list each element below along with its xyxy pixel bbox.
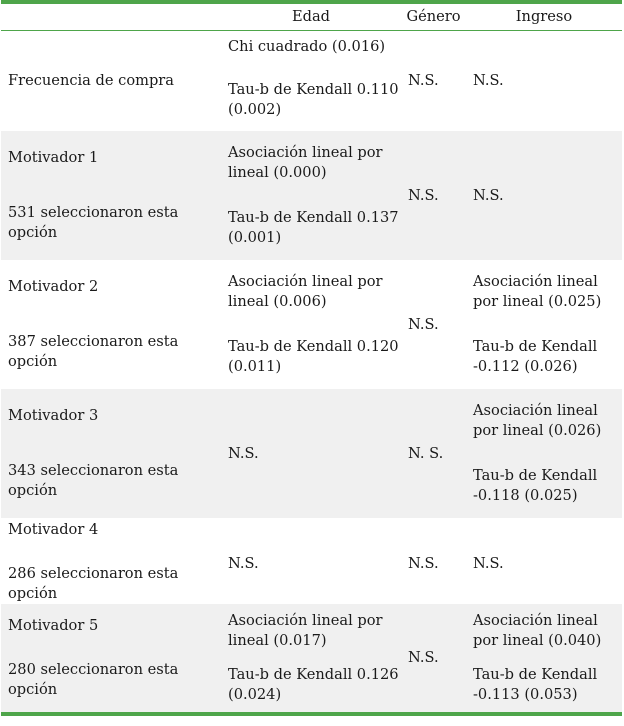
row-label-cell [1, 31, 221, 131]
row-label-cell [1, 260, 221, 389]
ingreso-stat-2: Tau-b de Kendall -0.118 (0.025) [473, 466, 598, 504]
genero-value: N.S. [408, 186, 439, 204]
genero-cell [401, 31, 466, 131]
ingreso-cell [466, 604, 622, 712]
row-label: Motivador 5 [8, 617, 99, 634]
edad-stat-2: Tau-b de Kendall 0.137 (0.001) [228, 208, 399, 246]
genero-value: N. S. [408, 444, 444, 462]
genero-cell [401, 260, 466, 389]
edad-stat-2: Tau-b de Kendall 0.110 (0.002) [228, 80, 399, 118]
ingreso-value: N.S. [473, 186, 504, 204]
row-sublabel: 343 seleccionaron esta opción [8, 461, 179, 499]
table-row-motivador-1 [1, 131, 622, 260]
statistics-table [1, 0, 622, 716]
row-label-cell [1, 604, 221, 712]
edad-value: N.S. [228, 444, 259, 462]
row-sublabel: 531 seleccionaron esta opción [8, 203, 179, 241]
genero-value: N.S. [408, 72, 439, 89]
edad-stat-1: Asociación lineal por lineal (0.006) [228, 273, 383, 311]
row-label: Motivador 4 [8, 521, 99, 538]
bottom-rule [1, 712, 622, 716]
header-ingreso: Ingreso [515, 8, 573, 25]
table-row-motivador-3 [1, 389, 622, 518]
edad-stat-1: Chi cuadrado (0.016) [228, 37, 386, 55]
ingreso-stat-2: Tau-b de Kendall -0.113 (0.053) [473, 666, 598, 703]
row-label: Frecuencia de compra [8, 72, 174, 89]
edad-cell [221, 260, 401, 389]
row-label-cell [1, 518, 221, 604]
genero-value: N.S. [408, 555, 439, 572]
ingreso-cell [466, 518, 622, 604]
edad-stat-2: Tau-b de Kendall 0.120 (0.011) [228, 337, 399, 375]
table-row-motivador-2 [1, 260, 622, 389]
ingreso-cell [466, 260, 622, 389]
edad-stat-1: Asociación lineal por lineal (0.000) [228, 144, 383, 182]
edad-value: N.S. [228, 555, 259, 572]
edad-cell [221, 518, 401, 604]
row-sublabel: 280 seleccionaron esta opción [8, 661, 179, 698]
header-edad: Edad [291, 8, 331, 25]
ingreso-stat-1: Asociación lineal por lineal (0.026) [473, 402, 602, 440]
edad-cell [221, 604, 401, 712]
table-row-motivador-4 [1, 518, 622, 604]
ingreso-stat-1: Asociación lineal por lineal (0.040) [473, 612, 602, 649]
row-sublabel: 286 seleccionaron esta opción [8, 565, 179, 602]
genero-value: N.S. [408, 315, 439, 333]
edad-cell [221, 131, 401, 260]
edad-stat-1: Asociación lineal por lineal (0.017) [228, 612, 383, 649]
edad-cell [221, 389, 401, 518]
table-row-frecuencia [1, 31, 622, 131]
ingreso-cell [466, 31, 622, 131]
row-label: Motivador 1 [8, 149, 99, 167]
header-genero: Género [406, 8, 461, 25]
edad-stat-2: Tau-b de Kendall 0.126 (0.024) [228, 666, 399, 703]
row-label-cell [1, 389, 221, 518]
row-sublabel: 387 seleccionaron esta opción [8, 332, 179, 370]
ingreso-cell [466, 131, 622, 260]
table-row-motivador-5 [1, 604, 622, 712]
genero-cell [401, 389, 466, 518]
genero-value: N.S. [408, 649, 439, 666]
row-label-cell [1, 131, 221, 260]
ingreso-value: N.S. [473, 555, 504, 572]
ingreso-stat-2: Tau-b de Kendall -0.112 (0.026) [473, 337, 598, 375]
genero-cell [401, 604, 466, 712]
edad-cell [221, 31, 401, 131]
row-label: Motivador 2 [8, 278, 99, 296]
genero-cell [401, 518, 466, 604]
genero-cell [401, 131, 466, 260]
ingreso-stat-1: Asociación lineal por lineal (0.025) [473, 273, 602, 311]
ingreso-value: N.S. [473, 72, 504, 89]
ingreso-cell [466, 389, 622, 518]
table-header [1, 4, 622, 31]
row-label: Motivador 3 [8, 407, 99, 425]
